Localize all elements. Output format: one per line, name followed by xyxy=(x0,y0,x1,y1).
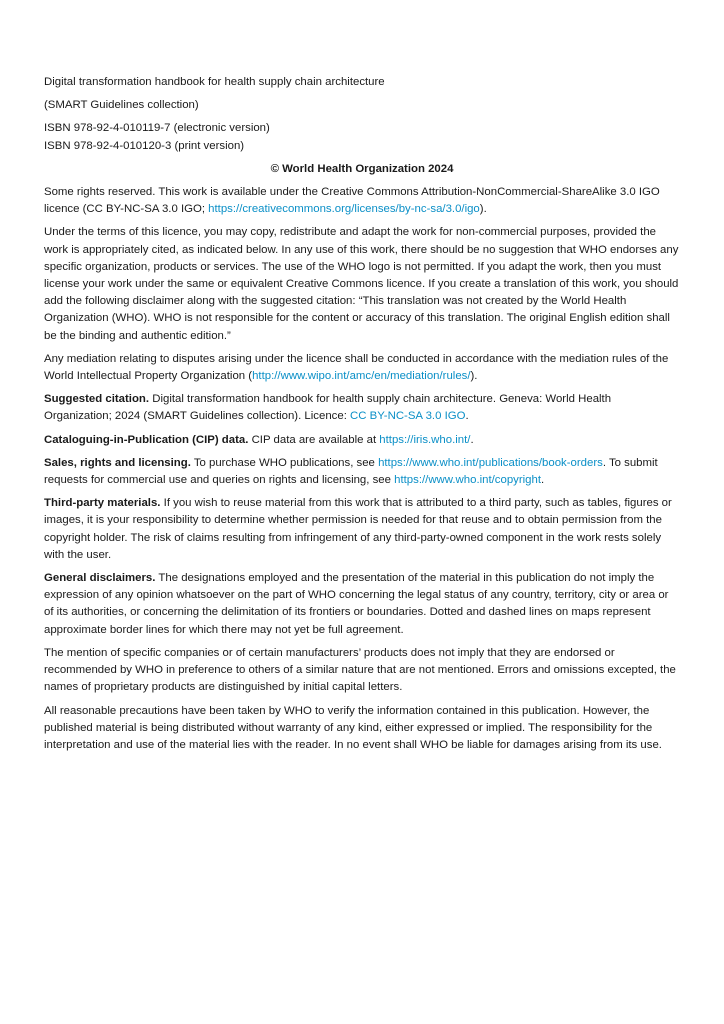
series-line: (SMART Guidelines collection) xyxy=(44,99,199,112)
terms-paragraph: Under the terms of this licence, you may copy, redistribute and adapt the work for non-commercial purposes, provided the work is appropriately cited, as indicated below. In any use of this work, there should be no suggestion that WHO endorses any specific organization, products or services. The use of the WHO logo is not permitted. If you adapt the work, then you must license your work under the same or equivalent Creative Commons licence. If you create a translation of this work, you should add the following disclaimer along with the suggested citation: “This translation was not created by the World Health Organization (WHO). WHO is not responsible for the content or accuracy of this translation. The original English edition shall be the binding and authentic edition.” xyxy=(44,226,679,342)
cc-licence-link[interactable]: https://creativecommons.org/licenses/by-nc-sa/3.0/igo xyxy=(208,203,480,216)
wipo-mediation-link[interactable]: http://www.wipo.int/amc/en/mediation/rules/ xyxy=(252,370,471,383)
cip-label: Cataloguing-in-Publication (CIP) data. xyxy=(44,433,249,446)
third-party-paragraph xyxy=(44,495,680,564)
copyright-notice: © World Health Organization 2024 xyxy=(270,162,454,175)
sales-mid: . To submit requests for commercial use and queries on rights and licensing, see xyxy=(44,456,658,487)
rights-paragraph xyxy=(44,184,680,218)
citation-label: Suggested citation. xyxy=(44,393,150,406)
citation-end: . xyxy=(465,410,469,423)
third-party-text: If you wish to reuse material from this work that is attributed to a third party, such as tables, figures or images, it is your responsibility to determine whether permission is needed for that reuse and to obtain permission from the copyright holder. The risk of claims resulting from infringement of any third-party-owned component in the work rests solely with the user. xyxy=(44,497,672,561)
disclaimers-text: The designations employed and the presentation of the material in this publication do not imply the expression of any opinion whatsoever on the part of WHO concerning the legal status of any country, territory, city or area or of its authorities, or concerning the delimitation of its frontiers or boundaries. Dotted and dashed lines on maps represent approximate border lines for which there may not yet be full agreement. xyxy=(44,572,669,636)
sales-label: Sales, rights and licensing. xyxy=(44,456,191,469)
mediation-paragraph xyxy=(44,351,680,385)
title-line: Digital transformation handbook for health supply chain architecture xyxy=(44,76,385,88)
cip-end: . xyxy=(470,433,474,446)
precautions-paragraph: All reasonable precautions have been taken by WHO to verify the information contained in this publication. However, the published material is being distributed without warranty of any kind, either expressed or implied. The responsibility for the interpretation and use of the material lies with the reader. In no event shall WHO be liable for damages arising from its use. xyxy=(44,704,662,751)
cc-licence-short-link[interactable]: CC BY-NC-SA 3.0 IGO xyxy=(350,410,466,423)
copyright-link[interactable]: https://www.who.int/copyright xyxy=(394,474,542,487)
disclaimers-label: General disclaimers. xyxy=(44,572,156,585)
sales-paragraph xyxy=(44,455,680,489)
citation-text: Digital transformation handbook for health supply chain architecture. Geneva: World Health Organization; 2024 (SMART Guidelines collection). Licence: xyxy=(44,393,612,423)
cip-text: CIP data are available at xyxy=(248,433,380,446)
isbn-print: ISBN 978-92-4-010120-3 (print version) xyxy=(44,139,245,152)
book-orders-link[interactable]: https://www.who.int/publications/book-orders xyxy=(378,456,603,469)
mediation-end: ). xyxy=(470,370,478,383)
mention-paragraph: The mention of specific companies or of certain manufacturers’ products does not imply that they are endorsed or recommended by WHO in preference to others of a similar nature that are not mentioned. Errors and omissions excepted, the names of proprietary products are distinguished by initial capital letters. xyxy=(44,646,676,694)
sales-text: To purchase WHO publications, see xyxy=(190,456,379,469)
mediation-text: Any mediation relating to disputes arising under the licence shall be conducted in accordance with the mediation rules of the World Intellectual Property Organization ( xyxy=(44,352,669,383)
third-party-label: Third-party materials. xyxy=(44,497,161,510)
sales-end: . xyxy=(541,474,545,487)
disclaimers-paragraph xyxy=(44,570,680,639)
citation-paragraph xyxy=(44,391,680,425)
rights-end: ). xyxy=(479,203,487,216)
iris-link[interactable]: https://iris.who.int/ xyxy=(379,433,471,446)
isbn-electronic: ISBN 978-92-4-010119-7 (electronic version) xyxy=(44,122,270,135)
rights-text: Some rights reserved. This work is available under the Creative Commons Attribution-NonCommercial-ShareAlike 3.0 IGO licence (CC BY-NC-SA 3.0 IGO; xyxy=(44,186,660,216)
cip-paragraph xyxy=(44,432,680,449)
